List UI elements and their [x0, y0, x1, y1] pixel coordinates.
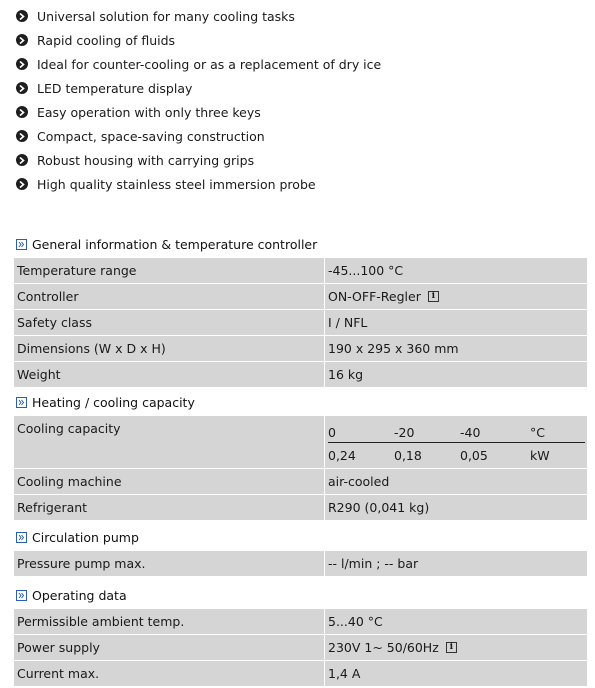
feature-text: Rapid cooling of fluids [37, 32, 176, 48]
row-value [324, 336, 587, 361]
list-item [16, 76, 381, 100]
operating-table [14, 609, 587, 687]
capacity-header-row [328, 423, 585, 443]
section-header-pump[interactable] [16, 530, 139, 545]
chevron-right-icon [16, 10, 28, 22]
section-toggle-icon [16, 590, 27, 601]
row-value [324, 495, 587, 520]
capacity-temp: -20 [394, 425, 415, 440]
row-value-text: 1,4 A [328, 666, 361, 681]
row-value-text: -45...100 °C [328, 263, 404, 278]
chevron-right-icon [16, 34, 28, 46]
table-row [14, 635, 587, 661]
row-label: Safety class [17, 315, 92, 330]
feature-text: High quality stainless steel immersion probe [37, 176, 316, 192]
row-value [324, 469, 587, 494]
list-item [16, 100, 381, 124]
row-value-text: 5...40 °C [328, 614, 383, 629]
table-row [14, 258, 587, 284]
chevron-right-icon [16, 154, 28, 166]
row-label: Cooling machine [17, 474, 122, 489]
table-row [14, 469, 587, 495]
capacity-grid [328, 423, 585, 465]
list-item [16, 4, 381, 28]
row-label: Temperature range [17, 263, 137, 278]
feature-text: LED temperature display [37, 80, 193, 96]
feature-text: Ideal for counter-cooling or as a replacement of dry ice [37, 56, 382, 72]
section-toggle-icon [16, 397, 27, 408]
section-toggle-icon [16, 532, 27, 543]
row-value-text: R290 (0,041 kg) [328, 500, 430, 515]
capacity-unit: kW [530, 448, 550, 463]
row-value [324, 635, 587, 660]
section-header-general[interactable] [16, 237, 317, 252]
capacity-temp: -40 [460, 425, 481, 440]
row-label: Controller [17, 289, 79, 304]
row-value-text: 230V 1~ 50/60Hz [328, 640, 439, 655]
row-value [324, 551, 587, 576]
row-label: Current max. [17, 666, 100, 681]
info-icon[interactable]: i [446, 642, 457, 653]
pump-table [14, 551, 587, 577]
table-row [14, 609, 587, 635]
table-row [14, 310, 587, 336]
section-title: Operating data [32, 588, 127, 603]
row-value [324, 284, 587, 309]
feature-text: Robust housing with carrying grips [37, 152, 255, 168]
info-icon[interactable]: i [428, 291, 439, 302]
row-label: Dimensions (W x D x H) [17, 341, 166, 356]
capacity-temp: 0 [328, 425, 336, 440]
chevron-right-icon [16, 130, 28, 142]
heating-table [14, 416, 587, 521]
row-label: Weight [17, 367, 61, 382]
row-label: Refrigerant [17, 500, 88, 515]
row-value [324, 609, 587, 634]
capacity-value: 0,24 [328, 448, 356, 463]
list-item [16, 28, 381, 52]
section-title: General information & temperature controller [32, 237, 318, 252]
section-title: Circulation pump [32, 530, 139, 545]
row-value [324, 310, 587, 335]
feature-list [16, 4, 381, 196]
feature-text: Universal solution for many cooling tasks [37, 8, 295, 24]
row-value-text: air-cooled [328, 474, 390, 489]
list-item [16, 172, 381, 196]
table-row [14, 284, 587, 310]
capacity-value: 0,18 [394, 448, 422, 463]
row-value [324, 258, 587, 283]
chevron-right-icon [16, 178, 28, 190]
row-value [324, 661, 587, 686]
row-label: Permissible ambient temp. [17, 614, 185, 629]
table-row [14, 495, 587, 521]
feature-text: Easy operation with only three keys [37, 104, 261, 120]
list-item [16, 52, 381, 76]
chevron-right-icon [16, 58, 28, 70]
row-value-text: ON-OFF-Regler [328, 289, 421, 304]
list-item [16, 124, 381, 148]
row-label: Cooling capacity [17, 421, 121, 436]
chevron-right-icon [16, 106, 28, 118]
table-row [14, 551, 587, 577]
chevron-right-icon [16, 82, 28, 94]
list-item [16, 148, 381, 172]
section-title: Heating / cooling capacity [32, 395, 195, 410]
row-value [324, 362, 587, 387]
section-toggle-icon [16, 239, 27, 250]
table-row [14, 336, 587, 362]
capacity-value-row [328, 446, 585, 465]
capacity-value: 0,05 [460, 448, 488, 463]
row-label: Power supply [17, 640, 100, 655]
row-label: Pressure pump max. [17, 556, 146, 571]
section-header-operating[interactable] [16, 588, 127, 603]
table-row [14, 416, 587, 469]
row-value-text: I / NFL [328, 315, 368, 330]
table-row [14, 362, 587, 388]
section-header-heating[interactable] [16, 395, 195, 410]
capacity-cell [324, 416, 587, 468]
row-value-text: 16 kg [328, 367, 364, 382]
general-table [14, 258, 587, 388]
table-row [14, 661, 587, 687]
row-value-text: -- l/min ; -- bar [328, 556, 419, 571]
feature-text: Compact, space-saving construction [37, 128, 265, 144]
capacity-unit: °C [530, 425, 545, 440]
row-value-text: 190 x 295 x 360 mm [328, 341, 459, 356]
